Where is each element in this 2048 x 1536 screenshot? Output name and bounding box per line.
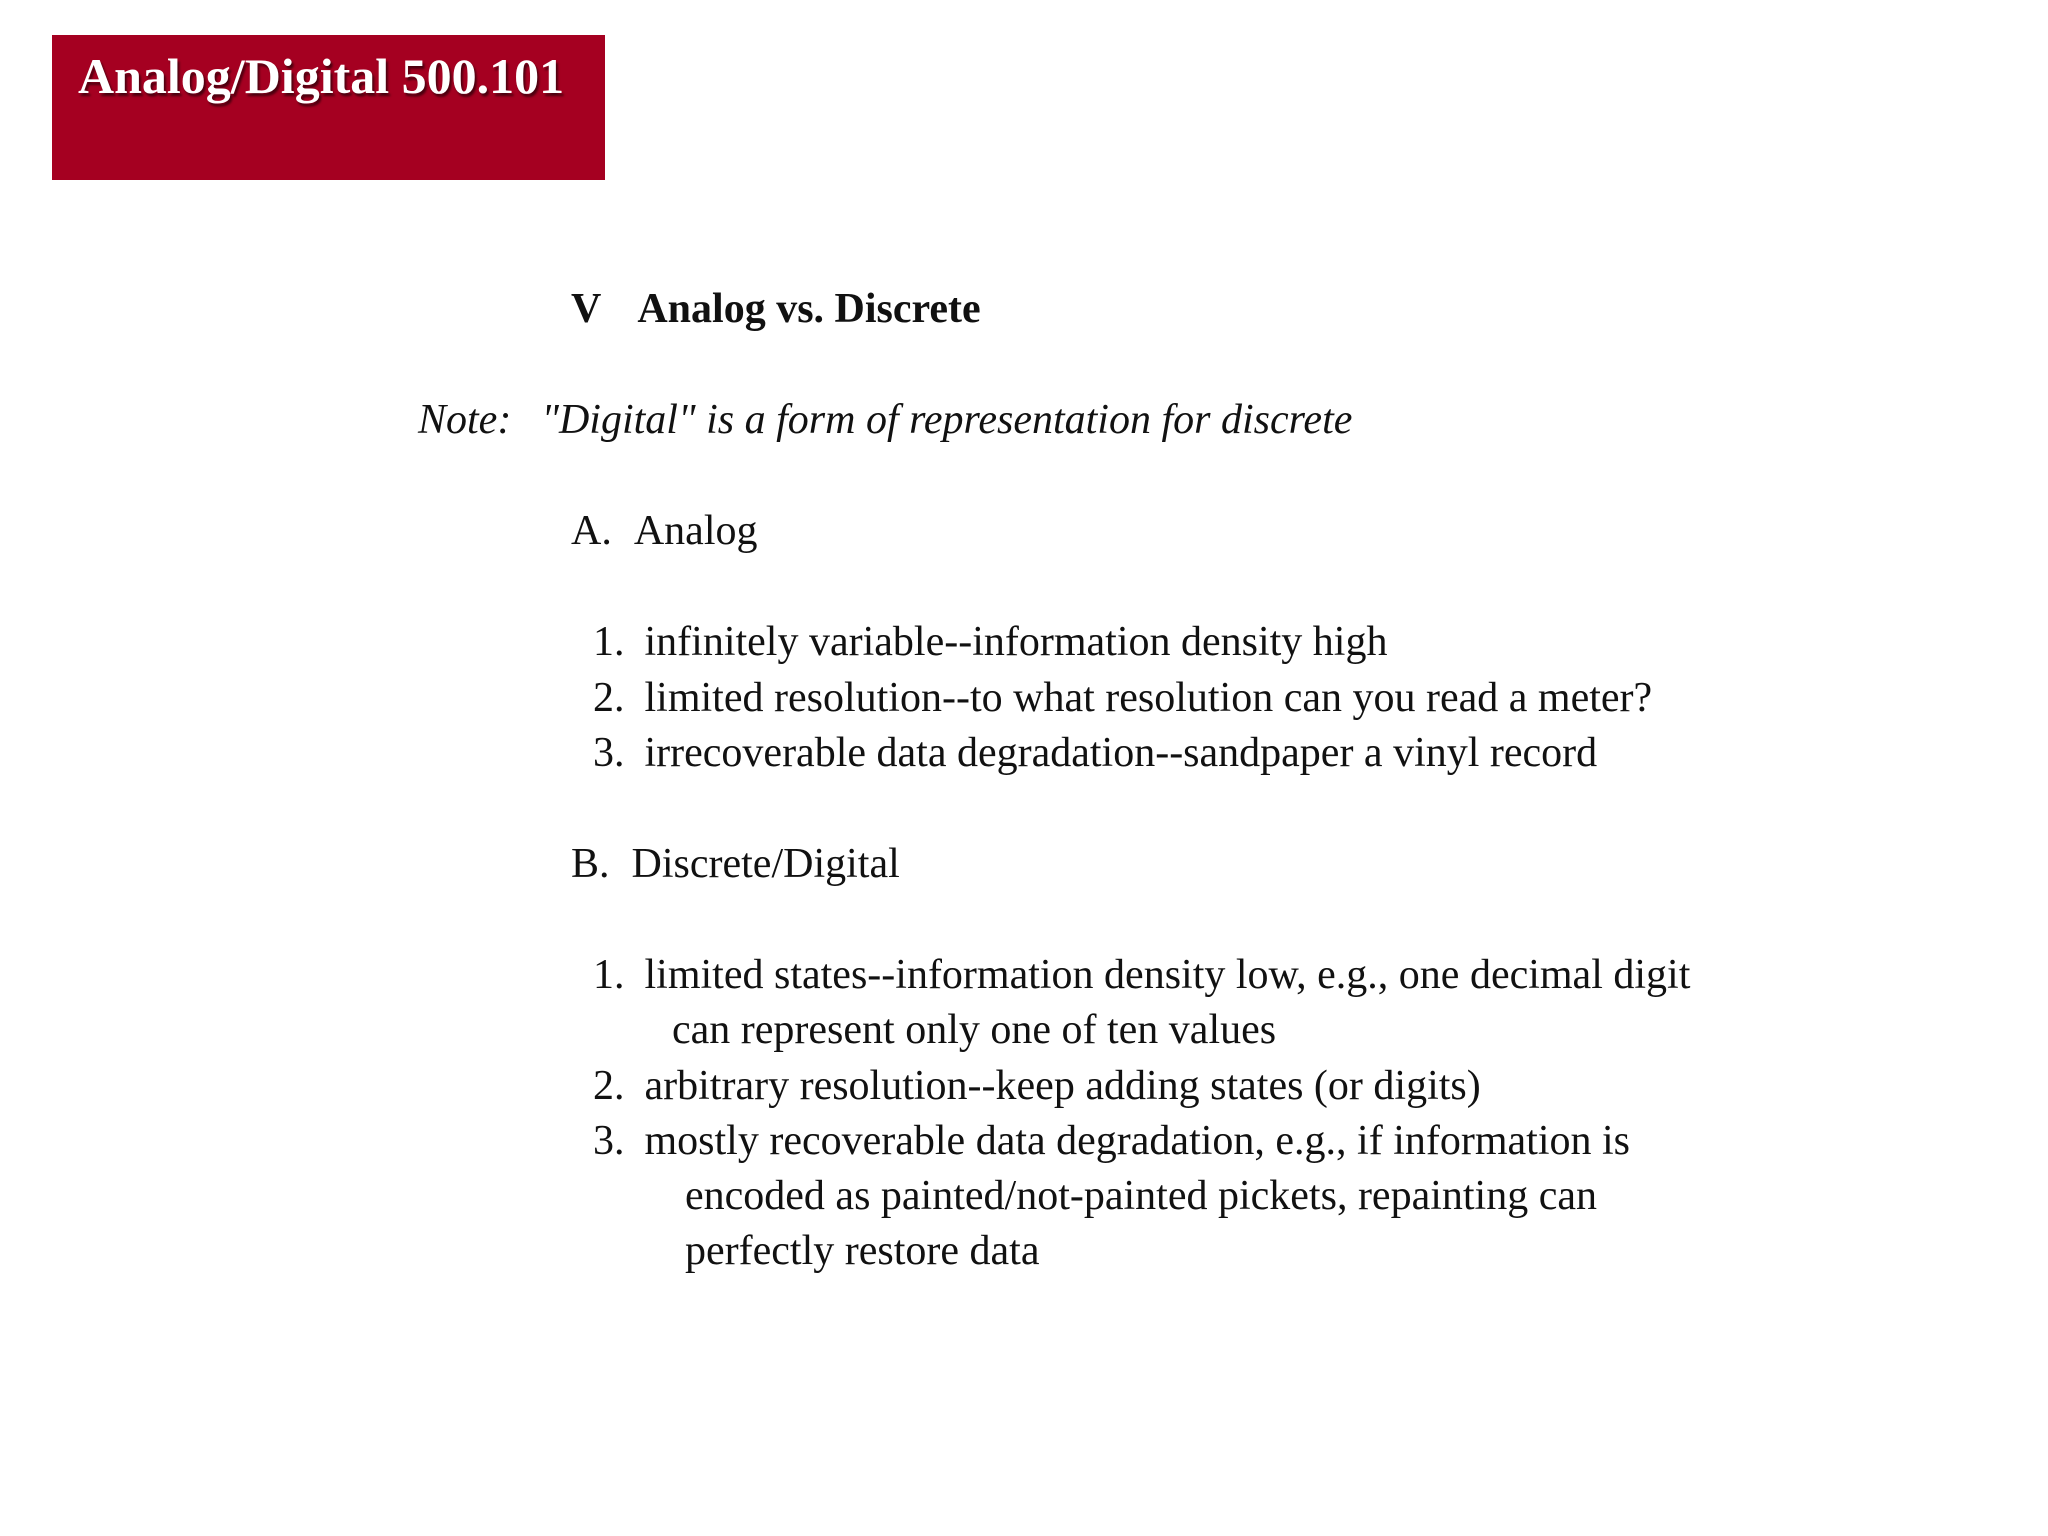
- note-label: Note:: [418, 397, 512, 443]
- digital-item-3-continuation: [685, 1172, 1597, 1220]
- digital-item-1: [593, 951, 1690, 999]
- analog-item-text: infinitely variable--information density high: [644, 619, 1388, 665]
- analog-heading: [571, 507, 758, 555]
- digital-item-number: 3.: [593, 1118, 625, 1164]
- digital-item-text: mostly recoverable data degradation, e.g., if information is: [644, 1118, 1631, 1164]
- analog-item-1: [593, 618, 1387, 666]
- analog-item-number: 3.: [593, 730, 625, 776]
- digital-item-text: encoded as painted/not-painted pickets, repainting can: [685, 1173, 1598, 1219]
- analog-item-text: limited resolution--to what resolution can you read a meter?: [644, 675, 1653, 721]
- digital-item-text: perfectly restore data: [685, 1228, 1040, 1274]
- note-text: "Digital" is a form of representation for discrete: [541, 397, 1353, 443]
- analog-item-2: [593, 674, 1652, 722]
- slide-title: Analog/Digital 500.101: [78, 48, 565, 104]
- analog-item-text: irrecoverable data degradation--sandpaper a vinyl record: [644, 730, 1598, 776]
- digital-item-text: limited states--information density low, e.g., one decimal digit: [644, 952, 1691, 998]
- analog-heading-text: Analog: [633, 508, 758, 554]
- digital-item-text: can represent only one of ten values: [672, 1007, 1277, 1053]
- section-numeral: V: [571, 286, 602, 332]
- digital-item-1-continuation: [672, 1006, 1276, 1054]
- digital-heading-text: Discrete/Digital: [631, 841, 900, 887]
- digital-letter: B.: [571, 841, 610, 887]
- digital-item-3-continuation: [685, 1227, 1039, 1275]
- note-line: [418, 396, 1352, 444]
- section-heading-text: Analog vs. Discrete: [637, 286, 981, 332]
- analog-item-number: 2.: [593, 675, 625, 721]
- analog-item-3: [593, 729, 1597, 777]
- section-heading: [571, 285, 981, 333]
- digital-item-2: [593, 1062, 1481, 1110]
- digital-item-text: arbitrary resolution--keep adding states (or digits): [644, 1063, 1481, 1109]
- digital-item-number: 2.: [593, 1063, 625, 1109]
- digital-item-3: [593, 1117, 1630, 1165]
- analog-letter: A.: [571, 508, 612, 554]
- slide-title-banner: [52, 35, 605, 180]
- digital-heading: [571, 840, 900, 888]
- digital-item-number: 1.: [593, 952, 625, 998]
- analog-item-number: 1.: [593, 619, 625, 665]
